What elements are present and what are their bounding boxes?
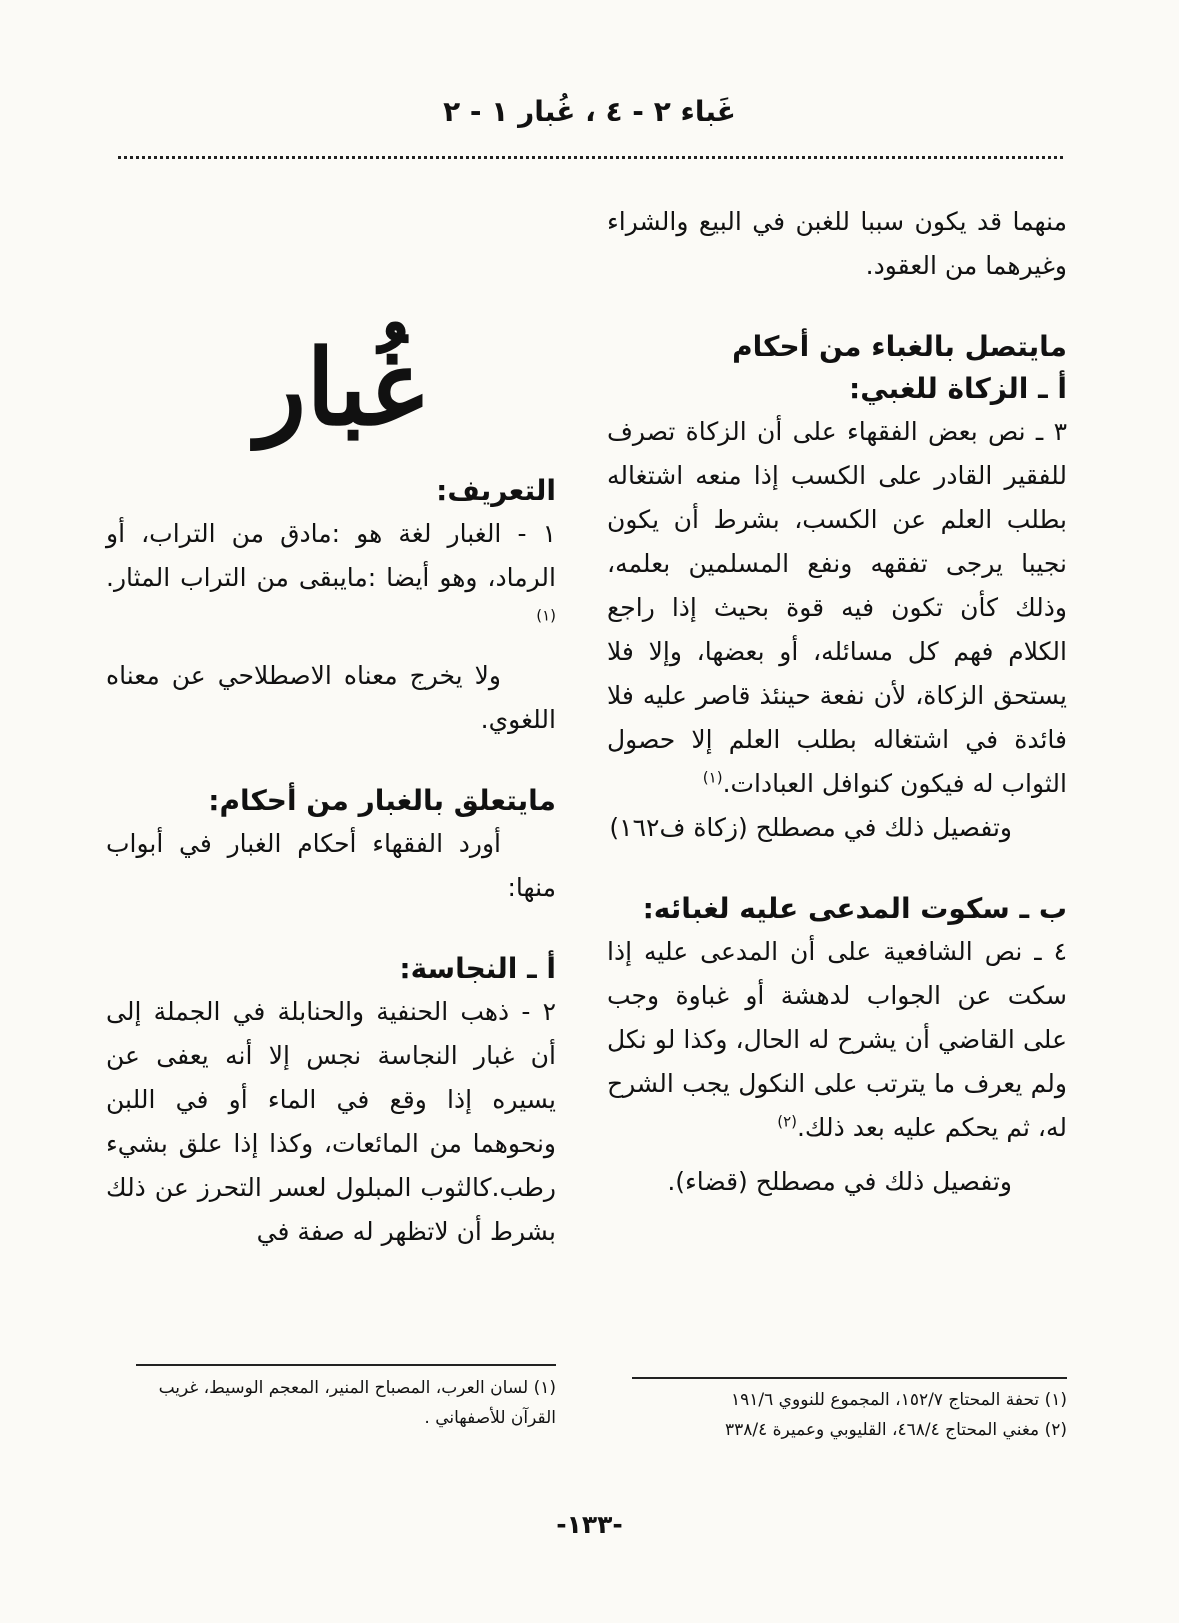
paragraph-1 xyxy=(106,512,556,644)
definition-title: التعريف: xyxy=(436,474,556,507)
left-column xyxy=(106,200,556,1254)
right-column xyxy=(607,200,1067,1204)
footnote-divider-left xyxy=(136,1364,556,1366)
subsection-impurity-title: أ ـ النجاسة: xyxy=(399,952,556,985)
rulings-title: مايتعلق بالغبار من أحكام: xyxy=(208,784,556,817)
header-divider xyxy=(118,156,1063,159)
paragraph-1-b: ولا يخرج معناه الاصطلاحي عن معناه اللغوي. xyxy=(106,661,556,734)
paragraph-4-text: ٤ ـ نص الشافعية على أن المدعى عليه إذا سكت عن الجواب لدهشة أو غباوة وجب على القاضي أن يشرح له الحال، وكذا لو نكل ولم يعرف ما يترتب على النكول يجب الشرح له، ثم يحكم عليه بعد ذلك. xyxy=(607,937,1067,1142)
paragraph-3 xyxy=(607,410,1067,806)
footnote-right-2: (٢) مغني المحتاج ٤٦٨/٤، القليوبي وعميرة ٣٣٨/٤ xyxy=(724,1420,1067,1440)
paragraph-3-detail: وتفصيل ذلك في مصطلح (زكاة ف١٦٢) xyxy=(609,813,1012,842)
page-number: -١٣٣- xyxy=(556,1510,623,1539)
paragraph-1-text: ١ - الغبار لغة هو :مادق من التراب، أو الرماد، وهو أيضا :مايبقى من التراب المثار. xyxy=(106,519,556,592)
paragraph-2: ٢ - ذهب الحنفية والحنابلة في الجملة إلى أن غبار النجاسة نجس إلا أنه يعفى عن يسيره إذا وقع في الماء أو في اللبن ونحوهما من المائعات، وكذا إذا علق بشيء رطب.كالثوب المبلول لعسر التحرز عن ذلك بشرط أن لاتظهر له صفة في xyxy=(106,997,556,1246)
rulings-intro: أورد الفقهاء أحكام الغبار في أبواب منها: xyxy=(106,829,556,902)
paragraph-4-detail: وتفصيل ذلك في مصطلح (قضاء). xyxy=(667,1167,1012,1196)
footnote-ref-2: (٢) xyxy=(777,1112,797,1131)
footnote-right-1: (١) تحفة المحتاج ١٥٢/٧، المجموع للنووي ١٩١/٦ xyxy=(731,1390,1067,1410)
footnote-ref-left-1: (١) xyxy=(536,606,556,625)
paragraph-3-text: ٣ ـ نص بعض الفقهاء على أن الزكاة تصرف للفقير القادر على الكسب إذا منعه اشتغاله بطلب العلم عن الكسب، بشرط أن يكون نجيبا يرجى تفقهه ونفع المسلمين بعلمه، وذلك كأن تكون فيه قوة بحيث إذا راجع الكلام فهم كل مسائله، أو بعضها، وإلا فلا يستحق الزكاة، لأن نفعة حينئذ قاصر عليه فلا فائدة في اشتغاله بطلب العلم إلا حصول الثواب له فيكون كنوافل العبادات. xyxy=(607,417,1067,798)
footnotes-left xyxy=(116,1373,556,1433)
subsection-zakat-title: أ ـ الزكاة للغبي: xyxy=(849,372,1067,405)
footnote-divider-right xyxy=(632,1377,1067,1379)
page-header: غَباء ٢ - ٤ ، غُبار ١ - ٢ xyxy=(443,95,736,128)
intro-paragraph: منهما قد يكون سببا للغبن في البيع والشراء وغيرهما من العقود. xyxy=(607,207,1067,280)
section-title-rulings: مايتصل بالغباء من أحكام xyxy=(732,330,1067,363)
footnote-ref-1: (١) xyxy=(702,768,723,787)
footnotes-right xyxy=(607,1385,1067,1445)
paragraph-4 xyxy=(607,930,1067,1150)
subsection-silence-title: ب ـ سكوت المدعى عليه لغبائه: xyxy=(642,892,1067,925)
entry-title: غُبار xyxy=(256,326,424,449)
footnote-left-1: (١) لسان العرب، المصباح المنير، المعجم الوسيط، غريب القرآن للأصفهاني . xyxy=(158,1378,556,1428)
